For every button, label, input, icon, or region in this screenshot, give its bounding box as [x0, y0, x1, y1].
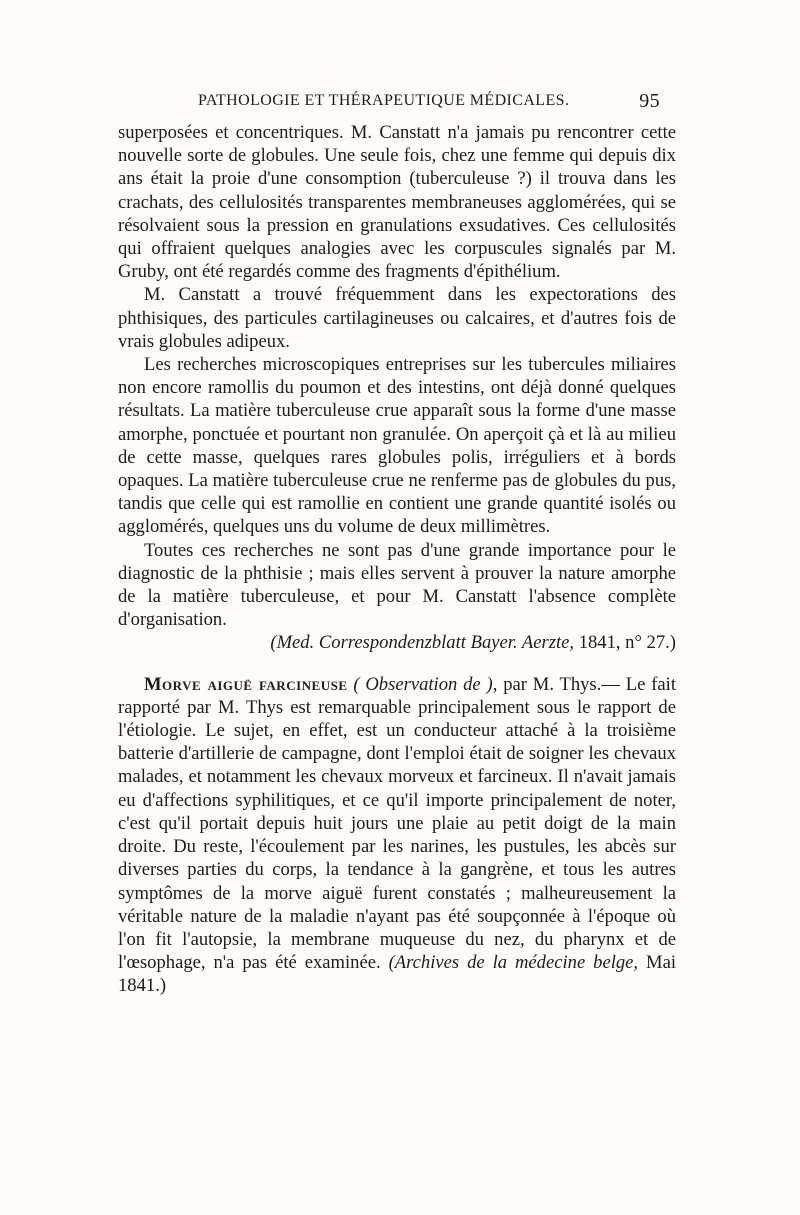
page-number: 95	[639, 90, 660, 112]
running-title: PATHOLOGIE ET THÉRAPEUTIQUE MÉDICALES.	[198, 92, 570, 109]
article-2-heading: Morve aiguë farcineuse	[144, 673, 348, 695]
page-header	[140, 92, 670, 118]
paragraph-3: Les recherches microscopiques entreprises sur les tubercules miliaires non encore ramollis du poumon et des intestins, ont déjà donné quelques résultats. La matière tuberculeuse crue apparaît sous la forme d'une masse amorphe, ponctuée et pourtant non granulée. On aperçoit çà et là au milieu de cette masse, quelques rares globules polis, irréguliers et à bords opaques. La matière tuberculeuse crue ne renferme pas de globules du pus, tandis que celle qui est ramollie en contient une grande quantité isolés ou agglomérés, quelques uns du volume de deux millimètres.	[118, 354, 676, 538]
paragraph-4: Toutes ces recherches ne sont pas d'une grande importance pour le diagnostic de la phthisie ; mais elles servent à prouver la nature amorphe de la matière tuberculeuse, et pour M. Canstatt l'absence complète d'organisation.	[118, 539, 676, 631]
section-gap	[118, 655, 676, 673]
citation-1	[118, 631, 676, 654]
citation-1-source: (Med. Correspondenzblatt Bayer. Aerzte,	[270, 632, 575, 654]
article-2-heading-qualifier: ( Observation de ),	[353, 673, 498, 695]
citation-2-source: (Archives de la médecine belge,	[388, 952, 639, 974]
citation-1-details: 1841, n° 27.)	[578, 632, 676, 654]
body-text	[118, 121, 676, 998]
paragraph-2: M. Canstatt a trouvé fréquemment dans les expectorations des phthisiques, des particules cartilagineuses ou calcaires, et d'autres fois de vrais globules adipeux.	[118, 284, 676, 352]
citation-2-details: Mai 1841.)	[118, 952, 676, 997]
article-2-body: Le fait rapporté par M. Thys est remarquable principalement sous le rapport de l'étiologie. Le sujet, en effet, est un conducteur attaché à la troisième batterie d'artillerie de campagne, dont l'emploi était de soigner les chevaux malades, et notamment les chevaux morveux et farcineux. Il n'avait jamais eu d'affections syphilitiques, et ce qu'il importe principalement de noter, c'est qu'il portait depuis huit jours une plaie au petit doigt de la main droite. Du reste, l'écoulement par les narines, les pustules, les abcès sur diverses parties du corps, la tendance à la gangrène, et tous les autres symptômes de la morve aiguë furent constatés ; malheureusement la véritable nature de la maladie n'ayant pas été soupçonnée à l'époque où l'on fit l'autopsie, la membrane muqueuse du nez, du pharynx et de l'œsophage, n'a pas été examinée.	[118, 673, 676, 974]
article-2-author: par M. Thys.—	[503, 673, 620, 695]
paragraph-1: superposées et concentriques. M. Canstatt n'a jamais pu rencontrer cette nouvelle sorte de globules. Une seule fois, chez une femme qui depuis dix ans était la proie d'une consomption (tuberculeuse ?) il trouva dans les crachats, des cellulosités transparentes membraneuses agglomérées, qui se résolvaient sous la pression en granulations exsudatives. Ces cellulosités qui offraient quelques analogies avec les corpuscules signalés par M. Gruby, ont été regardés comme des fragments d'épithélium.	[118, 122, 676, 283]
article-2	[118, 673, 676, 998]
